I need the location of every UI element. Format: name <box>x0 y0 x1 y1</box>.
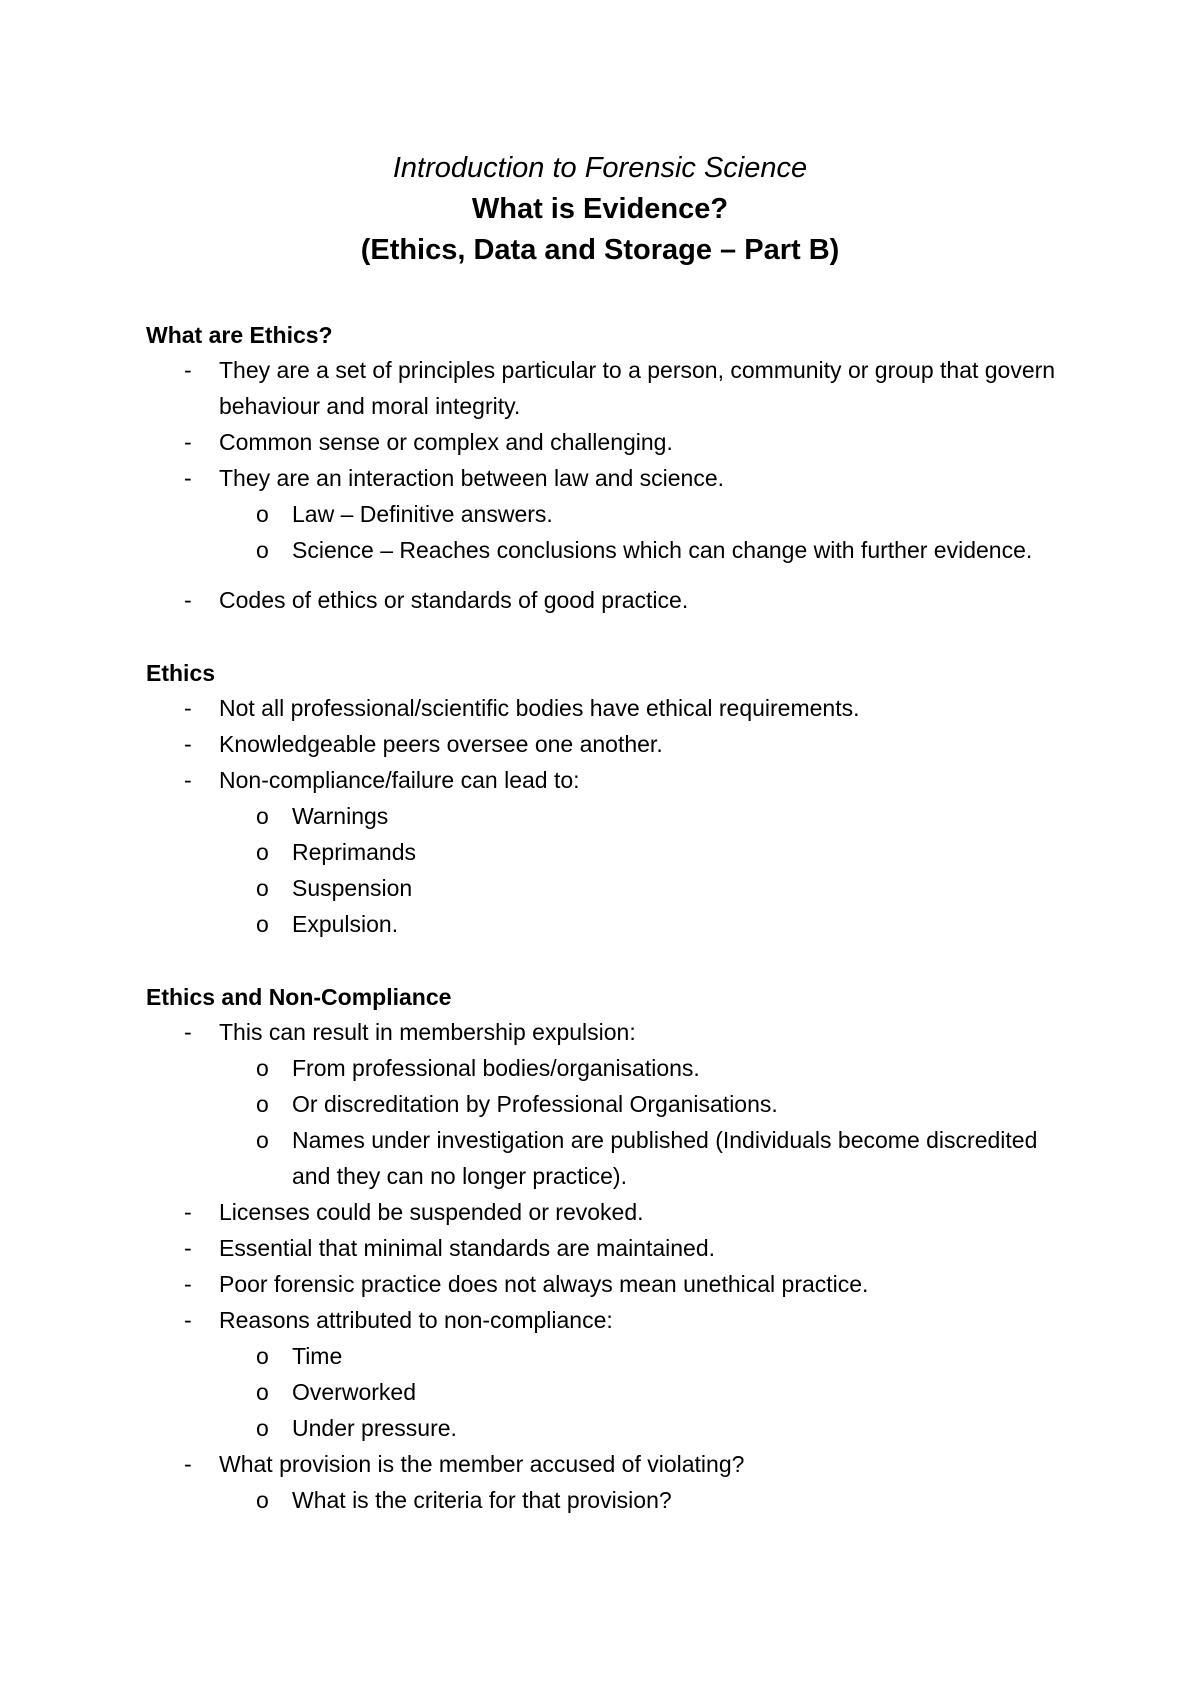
sub-list-item-text: From professional bodies/organisations. <box>292 1055 700 1081</box>
section-heading: Ethics and Non-Compliance <box>146 984 452 1010</box>
circle-bullet-icon: o <box>256 1487 269 1513</box>
list-item-text: Knowledgeable peers oversee one another. <box>219 731 663 757</box>
sub-list-item-text: What is the criteria for that provision? <box>292 1487 672 1513</box>
document-body <box>146 318 1056 1556</box>
sub-list-item <box>146 834 1056 870</box>
list-item <box>146 1194 1056 1230</box>
list-item <box>146 762 1056 798</box>
list-item <box>146 1446 1056 1482</box>
sub-list-item-text: Or discreditation by Professional Organisations. <box>292 1091 778 1117</box>
sub-list <box>146 1482 1056 1518</box>
section-what-are-ethics <box>146 318 1056 618</box>
circle-bullet-icon: o <box>256 1091 269 1117</box>
section-ethics <box>146 656 1056 942</box>
list-item <box>146 690 1056 726</box>
list-item-text: They are a set of principles particular to a person, community or group that govern behaviour and moral integrity. <box>219 357 1056 419</box>
sub-list-item <box>146 1122 1056 1194</box>
sub-list-item <box>146 496 1056 532</box>
sub-list-item-text: Names under investigation are published (Individuals become discredited and they can no longer practice). <box>292 1127 1038 1189</box>
sub-list-item <box>146 1338 1056 1374</box>
circle-bullet-icon: o <box>256 839 269 865</box>
list-item-text: They are an interaction between law and science. <box>219 465 725 491</box>
sub-list-item-text: Science – Reaches conclusions which can change with further evidence. <box>292 537 1033 563</box>
dash-marker: - <box>184 1451 192 1477</box>
dash-marker: - <box>184 1199 192 1225</box>
sub-list <box>146 496 1056 568</box>
sub-list <box>146 1338 1056 1446</box>
list-item-text: What provision is the member accused of violating? <box>219 1451 745 1477</box>
circle-bullet-icon: o <box>256 1055 269 1081</box>
circle-bullet-icon: o <box>256 1415 269 1441</box>
section-heading: Ethics <box>146 660 216 686</box>
circle-bullet-icon: o <box>256 1343 269 1369</box>
sub-list-item <box>146 798 1056 834</box>
sub-list-item <box>146 1086 1056 1122</box>
sub-list-item <box>146 1374 1056 1410</box>
dash-marker: - <box>184 1307 192 1333</box>
list-item <box>146 424 1056 460</box>
list-item <box>146 726 1056 762</box>
dash-marker: - <box>184 1271 192 1297</box>
list-item-text: Common sense or complex and challenging. <box>219 429 673 455</box>
sub-list-item-text: Overworked <box>292 1379 416 1405</box>
title-block <box>0 148 1200 271</box>
list-item <box>146 582 1056 618</box>
dash-marker: - <box>184 695 192 721</box>
section-ethics-and-non-compliance <box>146 980 1056 1518</box>
dash-marker: - <box>184 465 192 491</box>
list-item-text: Codes of ethics or standards of good practice. <box>219 587 689 613</box>
dash-marker: - <box>184 731 192 757</box>
sub-list-item <box>146 532 1056 568</box>
document-subtitle: What is Evidence? <box>471 193 729 225</box>
sub-list-item <box>146 1050 1056 1086</box>
list-item-text: Poor forensic practice does not always mean unethical practice. <box>219 1271 869 1297</box>
sub-list-item-text: Suspension <box>292 875 413 901</box>
sub-list-item-text: Under pressure. <box>292 1415 457 1441</box>
dash-marker: - <box>184 767 192 793</box>
list-item <box>146 1014 1056 1050</box>
list-item-text: Not all professional/scientific bodies have ethical requirements. <box>219 695 860 721</box>
list-item <box>146 352 1056 424</box>
circle-bullet-icon: o <box>256 1379 269 1405</box>
dash-marker: - <box>184 587 192 613</box>
dash-marker: - <box>184 429 192 455</box>
list-item <box>146 1266 1056 1302</box>
circle-bullet-icon: o <box>256 501 269 527</box>
sub-list-item <box>146 1482 1056 1518</box>
list-item-text: Non-compliance/failure can lead to: <box>219 767 580 793</box>
circle-bullet-icon: o <box>256 911 269 937</box>
sub-list-item <box>146 1410 1056 1446</box>
circle-bullet-icon: o <box>256 803 269 829</box>
sub-list-item-text: Law – Definitive answers. <box>292 501 553 527</box>
document-title: Introduction to Forensic Science <box>392 152 808 184</box>
sub-list-item <box>146 906 1056 942</box>
sub-list-item-text: Time <box>292 1343 343 1369</box>
document-part: (Ethics, Data and Storage – Part B) <box>360 234 840 266</box>
circle-bullet-icon: o <box>256 875 269 901</box>
dash-marker: - <box>184 357 192 383</box>
list-item <box>146 1302 1056 1338</box>
sub-list-item-text: Reprimands <box>292 839 416 865</box>
list-item-text: Reasons attributed to non-compliance: <box>219 1307 613 1333</box>
sub-list-item-text: Expulsion. <box>292 911 399 937</box>
list-item-text: Essential that minimal standards are maintained. <box>219 1235 716 1261</box>
circle-bullet-icon: o <box>256 537 269 563</box>
section-heading: What are Ethics? <box>146 322 333 348</box>
sub-list <box>146 1050 1056 1194</box>
list-item <box>146 460 1056 496</box>
circle-bullet-icon: o <box>256 1127 269 1153</box>
list-item-text: This can result in membership expulsion: <box>219 1019 636 1045</box>
sub-list <box>146 798 1056 942</box>
list-item-text: Licenses could be suspended or revoked. <box>219 1199 644 1225</box>
dash-marker: - <box>184 1235 192 1261</box>
dash-marker: - <box>184 1019 192 1045</box>
sub-list-item-text: Warnings <box>292 803 389 829</box>
list-item <box>146 1230 1056 1266</box>
sub-list-item <box>146 870 1056 906</box>
